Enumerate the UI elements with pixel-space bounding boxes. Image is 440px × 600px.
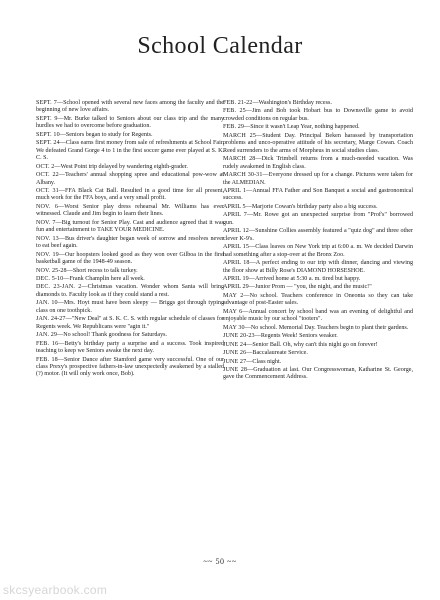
calendar-entry xyxy=(223,108,413,123)
entry-date: NOV. 7— xyxy=(36,219,62,226)
entry-text: Senior Ball. Oh, why can't this night go on forever! xyxy=(252,341,378,348)
entry-date: APRIL 15— xyxy=(223,244,256,251)
calendar-entry xyxy=(36,100,224,115)
entry-text: No school. Memorial Day. Teachers begin to plant their gardens. xyxy=(250,324,409,331)
entry-date: FEB. 29— xyxy=(223,124,251,131)
entry-date: OCT. 22— xyxy=(36,172,65,179)
calendar-entry xyxy=(36,357,224,379)
entry-date: SEPT. 7— xyxy=(36,100,64,106)
entry-text: Annual FFA Father and Son Banquet a social and gastronomical success. xyxy=(223,187,414,202)
calendar-entry xyxy=(36,132,224,139)
calendar-entry xyxy=(223,260,413,275)
entry-date: OCT. 2— xyxy=(36,163,61,170)
entry-text: Baccalaureate Service. xyxy=(252,350,308,357)
calendar-entry xyxy=(36,276,224,283)
entry-date: DEC. 23-JAN. 2— xyxy=(36,284,88,291)
entry-text: Graduation at last. Our Congresswoman, Katharine St. George, gave the Commencement Address. xyxy=(223,366,414,381)
entry-date: FEB. 21-22— xyxy=(223,100,259,106)
entry-text: Marjorie Cowan's birthday party also a big success. xyxy=(251,203,378,210)
entry-date: JAN. 29— xyxy=(36,332,64,339)
entry-date: FEB. 16— xyxy=(36,340,65,347)
entry-date: JAN. 24-27— xyxy=(36,316,72,323)
calendar-entry xyxy=(223,124,413,131)
entry-text: Sunshine Collies assembly featured a "quiz dog" and three other clever K-9's. xyxy=(223,228,413,242)
entry-text: Mrs. Hoyt must have been sleepy — Briggs got through typing class on one toothpick. xyxy=(36,300,224,314)
calendar-entry xyxy=(223,276,413,283)
entry-date: APRIL 1— xyxy=(223,187,253,194)
entry-text: Mr. Rowe got an unexpected surprise from "Prof's" borrowed gun. xyxy=(223,212,413,226)
calendar-entry xyxy=(223,309,413,324)
entry-text: A perfect ending to our trip with dinner, dancing and viewing the floor show at Billy Rose's DIAMOND HORSESHOE. xyxy=(223,260,413,274)
entry-date: OCT. 31— xyxy=(36,187,65,194)
entry-date: MARCH 30-31— xyxy=(223,172,269,179)
calendar-entry xyxy=(223,100,413,107)
calendar-entry xyxy=(36,252,224,267)
calendar-entry xyxy=(223,172,413,187)
calendar-entry xyxy=(36,164,224,171)
calendar-entry xyxy=(223,133,413,155)
entry-date: APRIL 12— xyxy=(223,228,256,235)
calendar-entry xyxy=(36,268,224,275)
entry-text: Our hoopsters looked good as they won over Gilboa in the first basketball game of the 1948-49 season. xyxy=(36,251,225,266)
calendar-entry xyxy=(223,204,413,211)
entry-date: MARCH 28— xyxy=(223,156,262,163)
calendar-entry xyxy=(223,188,413,203)
calendar-entry xyxy=(36,284,224,299)
page-title: School Calendar xyxy=(137,33,303,59)
calendar-entry xyxy=(223,212,413,227)
entry-date: FEB. 18— xyxy=(36,356,64,363)
calendar-entry xyxy=(36,116,224,131)
entry-date: NOV. 13— xyxy=(36,235,65,242)
entry-text: Christmas vacation. Wonder whom Santa will bring diamonds to. Faculty look as if they could stand a rest. xyxy=(36,284,224,298)
calendar-entry xyxy=(223,244,413,259)
entry-text: Short recess to talk turkey. xyxy=(72,267,138,274)
entry-text: Regents Week! Seniors weaker. xyxy=(260,333,338,340)
entry-date: SEPT. 10— xyxy=(36,131,66,138)
calendar-entry xyxy=(223,350,413,357)
entry-text: No school! Thank goodness for Saturdays. xyxy=(63,332,168,339)
entry-text: Junior Prom — "you, the night, and the music!" xyxy=(255,284,372,291)
entry-date: JUNE 20-23— xyxy=(223,333,261,340)
entry-date: APRIL 7— xyxy=(223,212,254,219)
entry-date: JUNE 24— xyxy=(223,341,253,348)
entry-date: JUNE 27— xyxy=(223,358,253,365)
entry-text: Frank Champlin here all week. xyxy=(69,275,145,282)
calendar-entry xyxy=(223,359,413,366)
entry-date: MAY 30— xyxy=(223,324,251,331)
entry-text: Student Day. Principal Beken harassed by transportation problems and unco-operative attitude of his secretary, Marge Cowan. Coach Reed surrenders to the arms of Morpheus in social studies class. xyxy=(223,132,414,154)
calendar-entry xyxy=(223,342,413,349)
entry-date: DEC. 5-10— xyxy=(36,275,70,282)
entry-text: Worst Senior play dress rehearsal Mr. Williams has ever witnessed. Claude and Jim begin to learn their lines. xyxy=(36,203,224,218)
entry-text: Washington's Birthday recess. xyxy=(258,100,332,106)
entry-text: Mr. Burke talked to Seniors about our class trip and the many hurdles we had to overcome before graduation. xyxy=(36,115,224,130)
entry-text: Big turnout for Senior Play. Cast and audience agreed that it was fun and entertainment to TAKE YOUR MEDICINE. xyxy=(36,219,224,234)
calendar-entry xyxy=(36,172,224,187)
calendar-entry xyxy=(223,284,413,291)
entry-date: JUNE 28— xyxy=(223,366,254,373)
calendar-entry xyxy=(36,316,224,331)
calendar-entry xyxy=(223,293,413,308)
entry-text: Everyone dressed up for a change. Pictures were taken for the ALMEDIAN. xyxy=(223,172,413,186)
entry-text: Class night. xyxy=(252,358,282,365)
calendar-entry xyxy=(36,188,224,203)
calendar-entry xyxy=(36,140,224,162)
calendar-entry xyxy=(36,332,224,339)
calendar-entry xyxy=(223,325,413,332)
calendar-entry xyxy=(36,204,224,219)
entry-date: SEPT. 24— xyxy=(36,140,66,147)
entry-text: Annual concert by school band was an evening of delightful and enjoyable music by our school "tooters". xyxy=(223,308,413,323)
entry-date: MAY 6— xyxy=(223,308,249,315)
entry-date: FEB. 25— xyxy=(223,108,252,115)
entry-text: Dick Trimbell returns from a much-needed vacation. Was rudely awakened in English class. xyxy=(223,156,413,170)
calendar-entry xyxy=(223,367,413,382)
entry-text: Jim and Bob took Hobart bus to Downsville game to avoid crowded conditions on regular bus. xyxy=(223,108,413,122)
page-number: ~~ 50 ~~ xyxy=(203,557,237,566)
entry-date: APRIL 19— xyxy=(223,275,255,282)
entry-text: Senior Dance after Stamford game very successful. One of our class Prexy's prospective fathers-in-law unexpectedly awakened by a stalled (?) motor. (It will only work once, Bob). xyxy=(36,356,224,378)
entry-text: School opened with several new faces among the faculty and the beginning of new love affairs. xyxy=(36,100,224,114)
watermark: skcsyearbook.com xyxy=(3,583,108,597)
entry-text: Since it wasn't Leap Year, nothing happened. xyxy=(250,124,360,131)
entry-date: NOV. 25-28— xyxy=(36,267,73,274)
entry-text: Class leaves on New York trip at 6:00 a. m. We decided Darwin had something after a stop-over at the Bronx Zoo. xyxy=(223,244,413,258)
entry-date: MARCH 25— xyxy=(223,132,263,139)
entry-text: Betty's birthday party a surprise and a success. Took inspired teaching to keep we Seniors awake the next day. xyxy=(36,340,224,355)
entry-text: Class earns first money from sale of refreshments at School Fair. We defeated Grand Gorge 4 to 1 in the first soccer game ever played at S. K. C. S. xyxy=(36,140,224,162)
calendar-column-right xyxy=(223,100,413,383)
entry-date: SEPT. 9— xyxy=(36,115,64,122)
calendar-entry xyxy=(223,333,413,340)
calendar-entry xyxy=(36,236,224,251)
entry-text: No school. Teachers conference in Oneonta so they can take advantage of post-Easter sales. xyxy=(223,292,413,307)
calendar-entry xyxy=(36,341,224,356)
entry-date: NOV. 19— xyxy=(36,251,65,258)
calendar-entry xyxy=(36,300,224,315)
calendar-entry xyxy=(223,228,413,243)
calendar-column-left xyxy=(36,100,224,380)
entry-date: APRIL 5— xyxy=(223,203,252,210)
entry-date: APRIL 29— xyxy=(223,284,255,291)
entry-date: JAN. 10— xyxy=(36,300,64,307)
calendar-entry xyxy=(36,220,224,235)
entry-text: Teachers' annual shopping spree and educational pow-wow at Albany. xyxy=(36,172,224,186)
entry-text: "New Deal" at S. K. C. S. with regular schedule of classes for Regents week. We Republicans were "agin it." xyxy=(36,316,224,330)
calendar-entry xyxy=(223,156,413,171)
entry-date: NOV. 6— xyxy=(36,203,65,210)
entry-text: Arrived home at 5:30 a. m. tired but happy. xyxy=(255,275,361,282)
entry-text: Seniors began to study for Regents. xyxy=(65,131,153,138)
entry-text: FFA Black Cat Ball. Resulted in a good time for all present, much work for the FFA boys, and a very small profit. xyxy=(36,187,224,202)
entry-text: Bus driver's daughter began week of sorrow and resolves never to eat beef again. xyxy=(36,235,224,250)
entry-text: West Point trip delayed by wandering eighth-grader. xyxy=(60,163,188,170)
entry-date: MAY 2— xyxy=(223,292,250,299)
entry-date: JUNE 26— xyxy=(223,350,253,357)
entry-date: APRIL 18— xyxy=(223,260,256,267)
